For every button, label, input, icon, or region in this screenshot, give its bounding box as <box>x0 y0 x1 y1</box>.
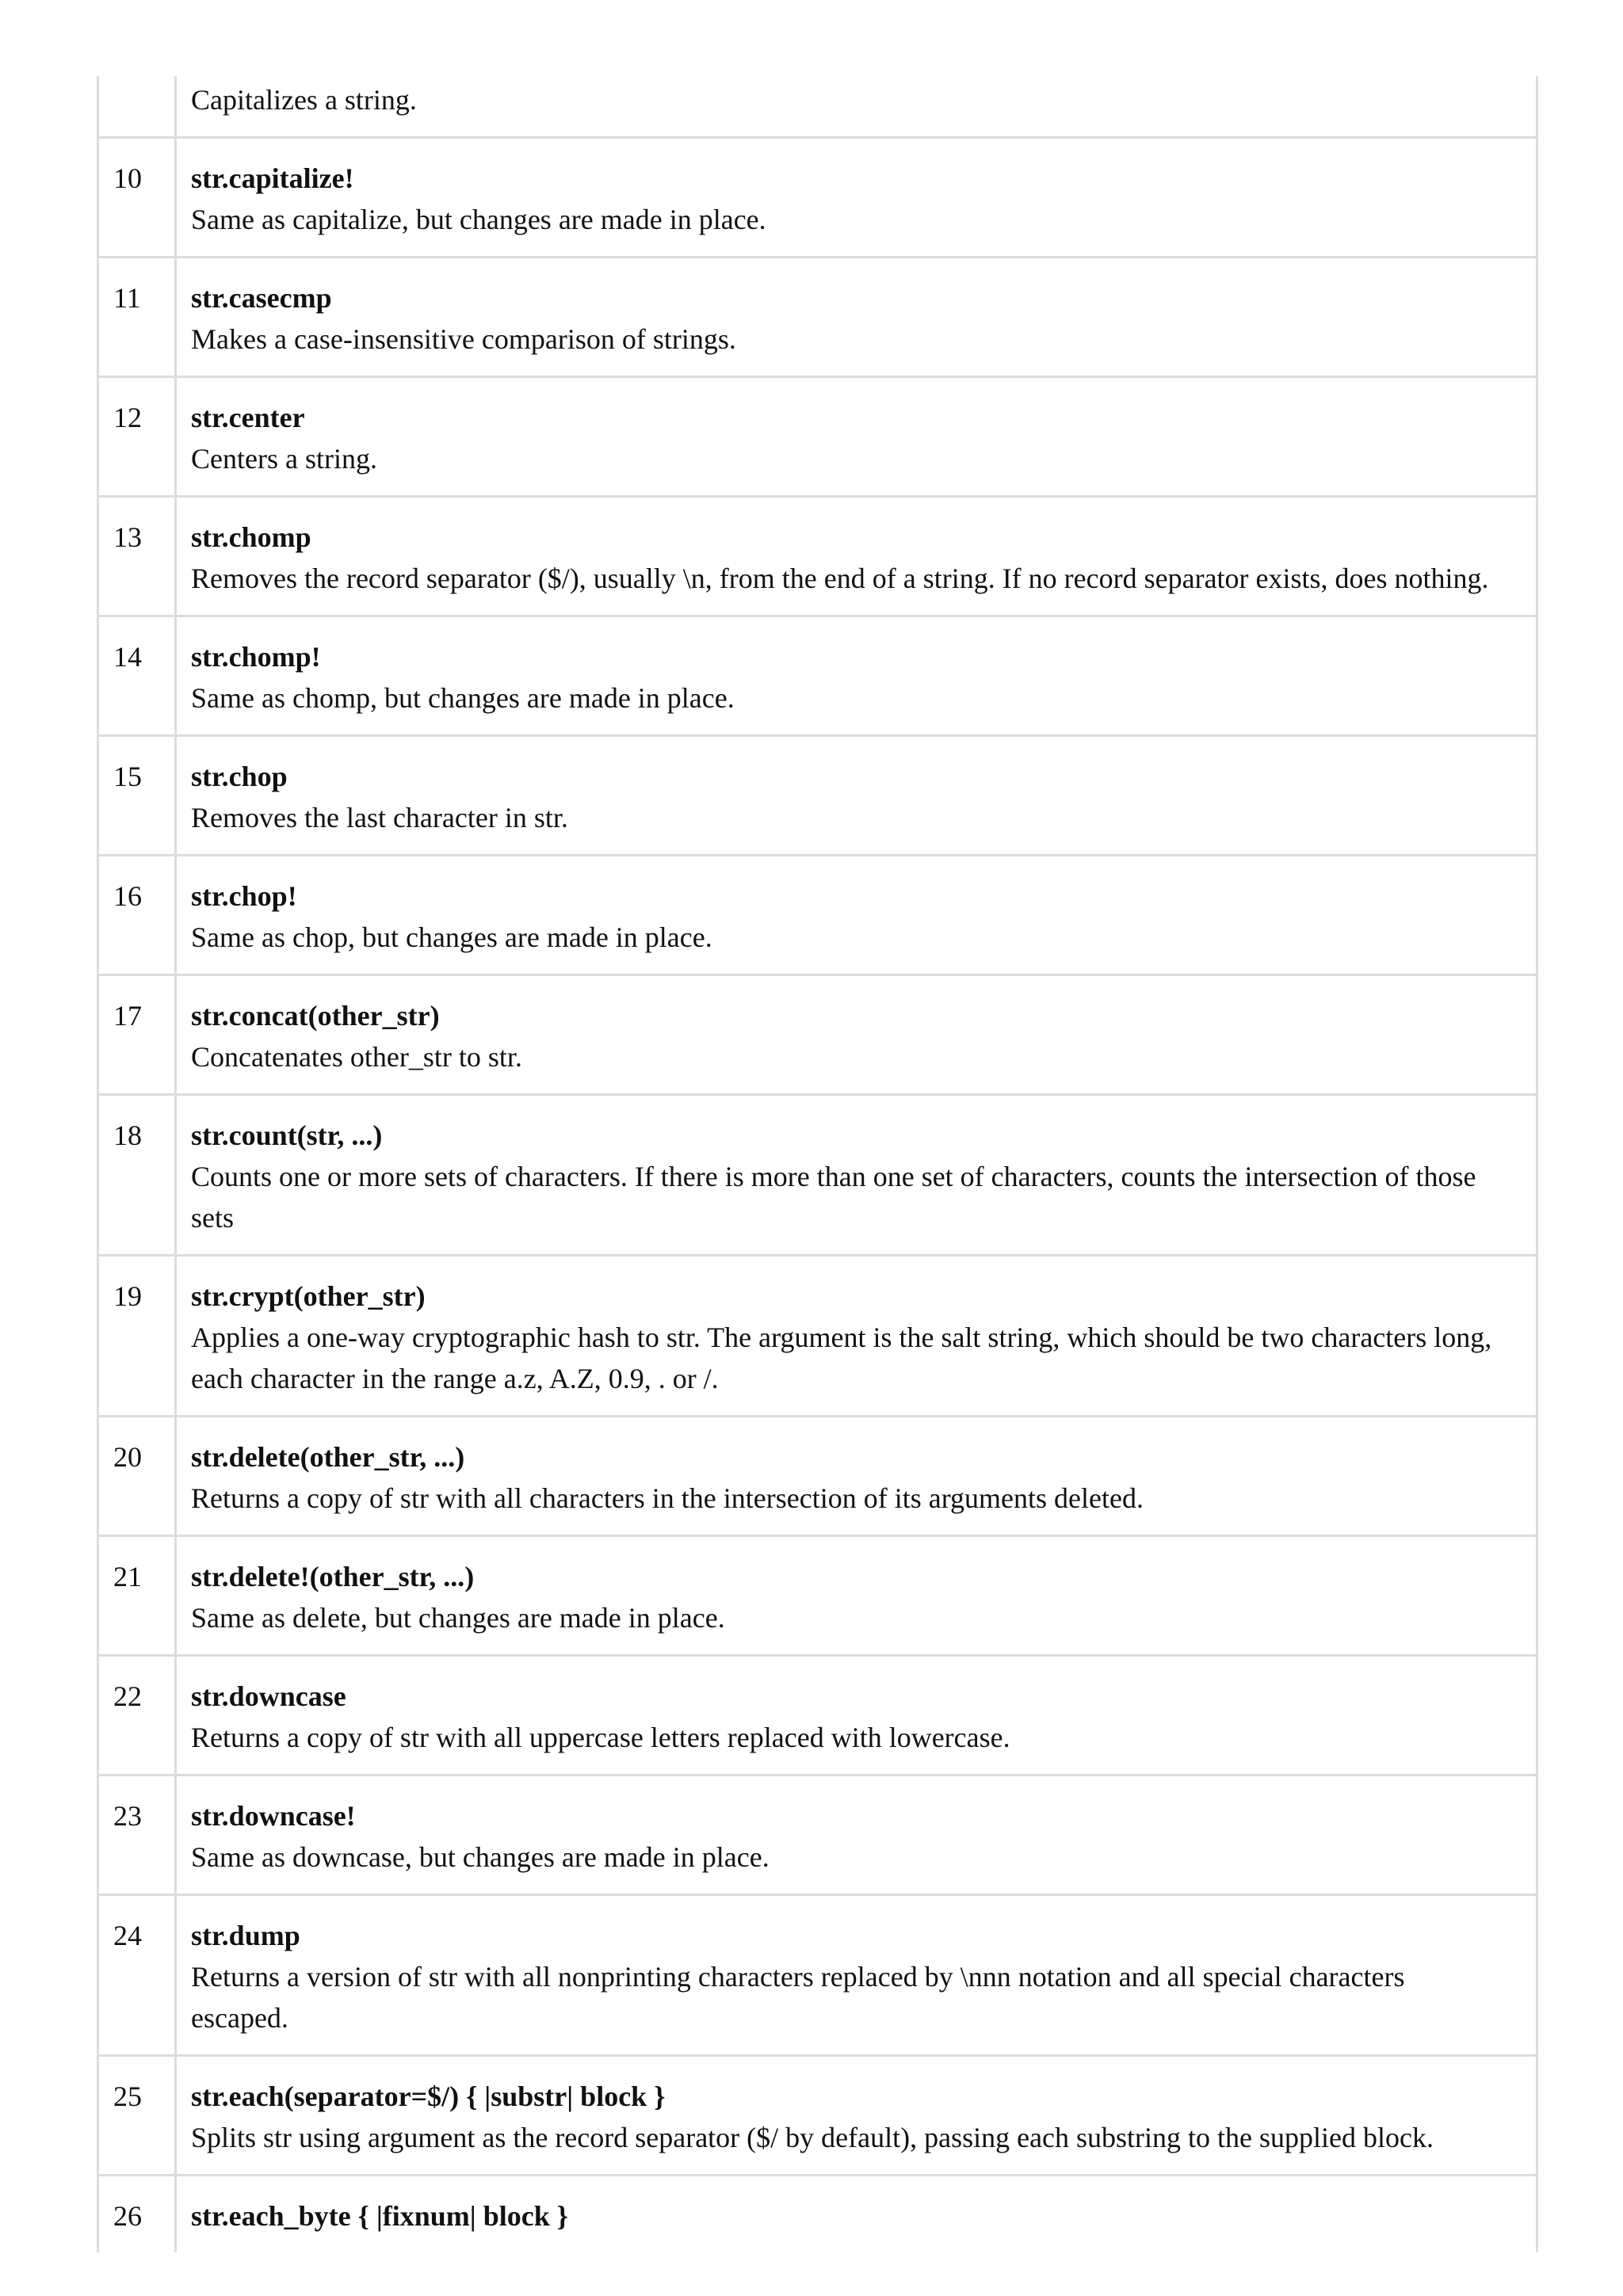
method-name: str.capitalize! <box>191 162 354 194</box>
method-name: str.downcase <box>191 1680 346 1712</box>
method-description: Returns a copy of str with all uppercase letters replaced with lowercase. <box>191 1722 1010 1753</box>
method-description: Splits str using argument as the record separator ($/ by default), passing each substring to the supplied block. <box>191 2122 1434 2153</box>
method-name: str.each(separator=$/) { |substr| block } <box>191 2081 666 2112</box>
table-row <box>98 1656 1537 1775</box>
method-name: str.crypt(other_str) <box>191 1280 426 1312</box>
table-row <box>98 736 1537 856</box>
method-description: Same as chomp, but changes are made in place. <box>191 682 735 714</box>
row-description-cell <box>176 1775 1537 1895</box>
row-description-cell <box>176 736 1537 856</box>
table-row <box>98 1417 1537 1536</box>
table-row <box>98 975 1537 1095</box>
row-number: 14 <box>98 616 176 736</box>
method-description: Capitalizes a string. <box>191 84 417 116</box>
method-name: str.each_byte { |fixnum| block } <box>191 2200 568 2232</box>
row-number <box>98 76 176 138</box>
row-description-cell <box>176 616 1537 736</box>
row-description-cell <box>176 257 1537 377</box>
method-name: str.dump <box>191 1920 300 1951</box>
method-description: Counts one or more sets of characters. If there is more than one set of characters, counts the intersection of those sets <box>191 1161 1476 1234</box>
method-description: Centers a string. <box>191 443 377 475</box>
row-description-cell <box>176 1895 1537 2056</box>
method-name: str.delete!(other_str, ...) <box>191 1561 475 1592</box>
table-row <box>98 138 1537 257</box>
methods-table <box>97 76 1538 2252</box>
table-row <box>98 1775 1537 1895</box>
table-row <box>98 377 1537 497</box>
method-description: Same as chop, but changes are made in place. <box>191 921 712 953</box>
method-name: str.downcase! <box>191 1800 356 1832</box>
method-name: str.chomp! <box>191 641 321 673</box>
method-description: Same as downcase, but changes are made in place. <box>191 1841 769 1873</box>
row-number: 26 <box>98 2176 176 2253</box>
table-row <box>98 2056 1537 2176</box>
row-number: 11 <box>98 257 176 377</box>
row-number: 20 <box>98 1417 176 1536</box>
row-description-cell <box>176 2056 1537 2176</box>
row-description-cell <box>176 1417 1537 1536</box>
method-name: str.chop! <box>191 880 297 912</box>
method-description: Same as delete, but changes are made in place. <box>191 1602 725 1634</box>
method-description: Applies a one-way cryptographic hash to str. The argument is the salt string, which should be two characters long, each character in the range a.z, A.Z, 0.9, . or /. <box>191 1322 1492 1394</box>
table-row <box>98 76 1537 138</box>
method-description: Returns a version of str with all nonprinting characters replaced by \nnn notation and all special characters escaped. <box>191 1961 1405 2034</box>
row-number: 19 <box>98 1256 176 1417</box>
row-number: 23 <box>98 1775 176 1895</box>
row-description-cell <box>176 1536 1537 1656</box>
row-description-cell <box>176 856 1537 975</box>
method-description: Makes a case-insensitive comparison of strings. <box>191 323 736 355</box>
row-number: 18 <box>98 1095 176 1256</box>
method-description: Concatenates other_str to str. <box>191 1041 522 1073</box>
row-description-cell <box>176 377 1537 497</box>
row-number: 10 <box>98 138 176 257</box>
table-row <box>98 1095 1537 1256</box>
row-description-cell <box>176 497 1537 616</box>
method-description: Returns a copy of str with all characters in the intersection of its arguments deleted. <box>191 1482 1144 1514</box>
row-description-cell <box>176 1656 1537 1775</box>
row-number: 12 <box>98 377 176 497</box>
row-description-cell <box>176 1095 1537 1256</box>
method-name: str.count(str, ...) <box>191 1119 383 1151</box>
row-description-cell <box>176 138 1537 257</box>
method-description: Same as capitalize, but changes are made in place. <box>191 204 766 235</box>
method-name: str.concat(other_str) <box>191 1000 440 1032</box>
methods-table-container <box>97 76 1536 2232</box>
row-number: 21 <box>98 1536 176 1656</box>
method-name: str.center <box>191 402 305 433</box>
table-row <box>98 856 1537 975</box>
row-number: 16 <box>98 856 176 975</box>
row-description-cell <box>176 1256 1537 1417</box>
method-name: str.chomp <box>191 521 311 553</box>
method-description: Removes the last character in str. <box>191 802 568 833</box>
row-number: 15 <box>98 736 176 856</box>
row-number: 13 <box>98 497 176 616</box>
table-row <box>98 616 1537 736</box>
method-name: str.casecmp <box>191 282 332 314</box>
table-row <box>98 497 1537 616</box>
method-name: str.delete(other_str, ...) <box>191 1441 465 1473</box>
table-row <box>98 257 1537 377</box>
method-description: Removes the record separator ($/), usually \n, from the end of a string. If no record separator exists, does nothing. <box>191 563 1489 594</box>
table-row <box>98 1256 1537 1417</box>
row-number: 22 <box>98 1656 176 1775</box>
row-number: 24 <box>98 1895 176 2056</box>
row-description-cell <box>176 76 1537 138</box>
row-description-cell <box>176 975 1537 1095</box>
row-number: 17 <box>98 975 176 1095</box>
method-name: str.chop <box>191 761 288 792</box>
table-row <box>98 1536 1537 1656</box>
row-description-cell <box>176 2176 1537 2253</box>
table-row <box>98 2176 1537 2253</box>
row-number: 25 <box>98 2056 176 2176</box>
table-row <box>98 1895 1537 2056</box>
